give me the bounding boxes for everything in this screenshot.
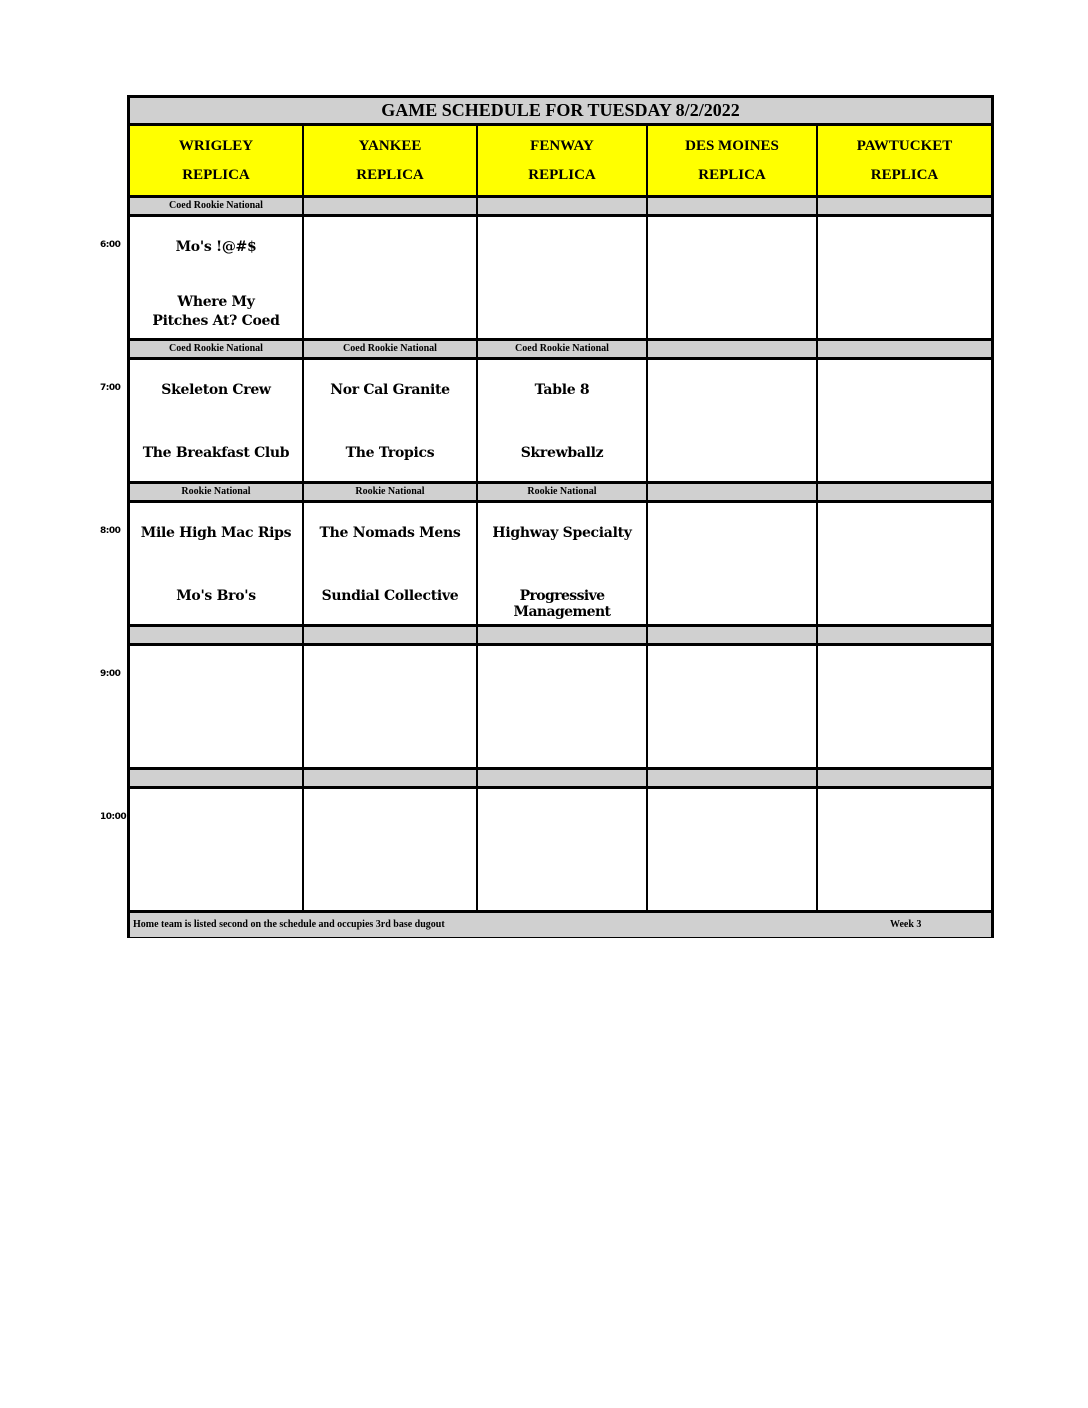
game-cell [130,789,304,912]
game-cell [818,646,991,769]
game-row [130,217,991,340]
venue-name: FENWAY [530,137,594,154]
time-label-8: 8:00 [100,526,121,536]
venue-header [478,126,648,195]
game-cell [648,646,818,769]
home-team: The Tropics [345,445,435,461]
game-cell [304,789,478,912]
division-row [130,341,991,357]
home-team: Where My Pitches At? Coed [152,294,280,329]
venue-name: DES MOINES [685,137,779,154]
division-label [478,198,648,214]
division-label [304,627,478,643]
division-row [130,484,991,500]
time-label-10: 10:00 [100,812,127,822]
division-label [130,627,304,643]
game-cell [130,360,304,483]
division-row [130,627,991,643]
game-cell [478,503,648,626]
game-cell [130,646,304,769]
division-label [478,770,648,786]
away-team: Mile High Mac Rips [140,525,292,541]
game-cell [818,503,991,626]
time-label-9: 9:00 [100,669,121,679]
away-team: Skeleton Crew [161,382,271,398]
division-label: Rookie National [130,484,304,500]
venue-sub: REPLICA [698,166,766,183]
schedule-footer [130,913,991,937]
division-label [818,627,991,643]
division-label: Coed Rookie National [130,198,304,214]
venue-name: WRIGLEY [178,137,254,154]
game-cell [648,360,818,483]
time-label-6: 6:00 [100,240,121,250]
away-team: Mo's !@#$ [175,239,257,255]
venue-header [818,126,991,195]
venue-sub: REPLICA [528,166,596,183]
division-label [818,341,991,357]
venue-header [130,126,304,195]
venue-header-row [130,126,991,195]
game-row [130,646,991,769]
home-team: Skrewballz [520,445,604,461]
division-label [818,484,991,500]
time-label-7: 7:00 [100,383,121,393]
game-row [130,360,991,483]
venue-sub: REPLICA [182,166,250,183]
game-cell [478,217,648,340]
venue-header [648,126,818,195]
game-cell [478,646,648,769]
game-cell [818,789,991,912]
game-cell [648,789,818,912]
division-label: Rookie National [304,484,478,500]
division-label [648,770,818,786]
game-cell [478,789,648,912]
division-label [818,198,991,214]
away-team: Highway Specialty [492,525,632,541]
division-label [648,198,818,214]
division-label [648,627,818,643]
game-cell [648,503,818,626]
venue-sub: REPLICA [356,166,424,183]
game-row [130,789,991,912]
home-team: Sundial Collective [321,588,459,604]
venue-name: PAWTUCKET [856,137,953,154]
division-label [648,484,818,500]
division-label [478,627,648,643]
game-cell [478,360,648,483]
division-label: Rookie National [478,484,648,500]
game-cell [648,217,818,340]
game-cell [818,217,991,340]
home-team: Mo's Bro's [176,588,256,604]
division-label: Coed Rookie National [478,341,648,357]
schedule-title: GAME SCHEDULE FOR TUESDAY 8/2/2022 [130,98,991,126]
away-team: The Nomads Mens [319,525,461,541]
venue-sub: REPLICA [870,166,939,183]
schedule-table [127,95,994,938]
division-label [648,341,818,357]
away-team: Nor Cal Granite [330,382,450,398]
division-row [130,770,991,786]
game-cell [130,503,304,626]
game-cell [304,503,478,626]
footer-note: Home team is listed second on the schedule and occupies 3rd base dugout [133,919,445,930]
venue-header [304,126,478,195]
game-cell [304,217,478,340]
away-team: Table 8 [534,382,590,398]
week-label: Week 3 [890,919,922,930]
game-row [130,503,991,626]
division-label: Coed Rookie National [130,341,304,357]
division-label [130,770,304,786]
division-label: Coed Rookie National [304,341,478,357]
home-team: The Breakfast Club [142,445,290,461]
division-label [304,198,478,214]
division-label [304,770,478,786]
game-cell [304,646,478,769]
home-team: Progressive Management [513,588,611,620]
game-cell [304,360,478,483]
venue-name: YANKEE [358,137,422,154]
game-cell [818,360,991,483]
division-row [130,198,991,214]
game-cell [130,217,304,340]
division-label [818,770,991,786]
